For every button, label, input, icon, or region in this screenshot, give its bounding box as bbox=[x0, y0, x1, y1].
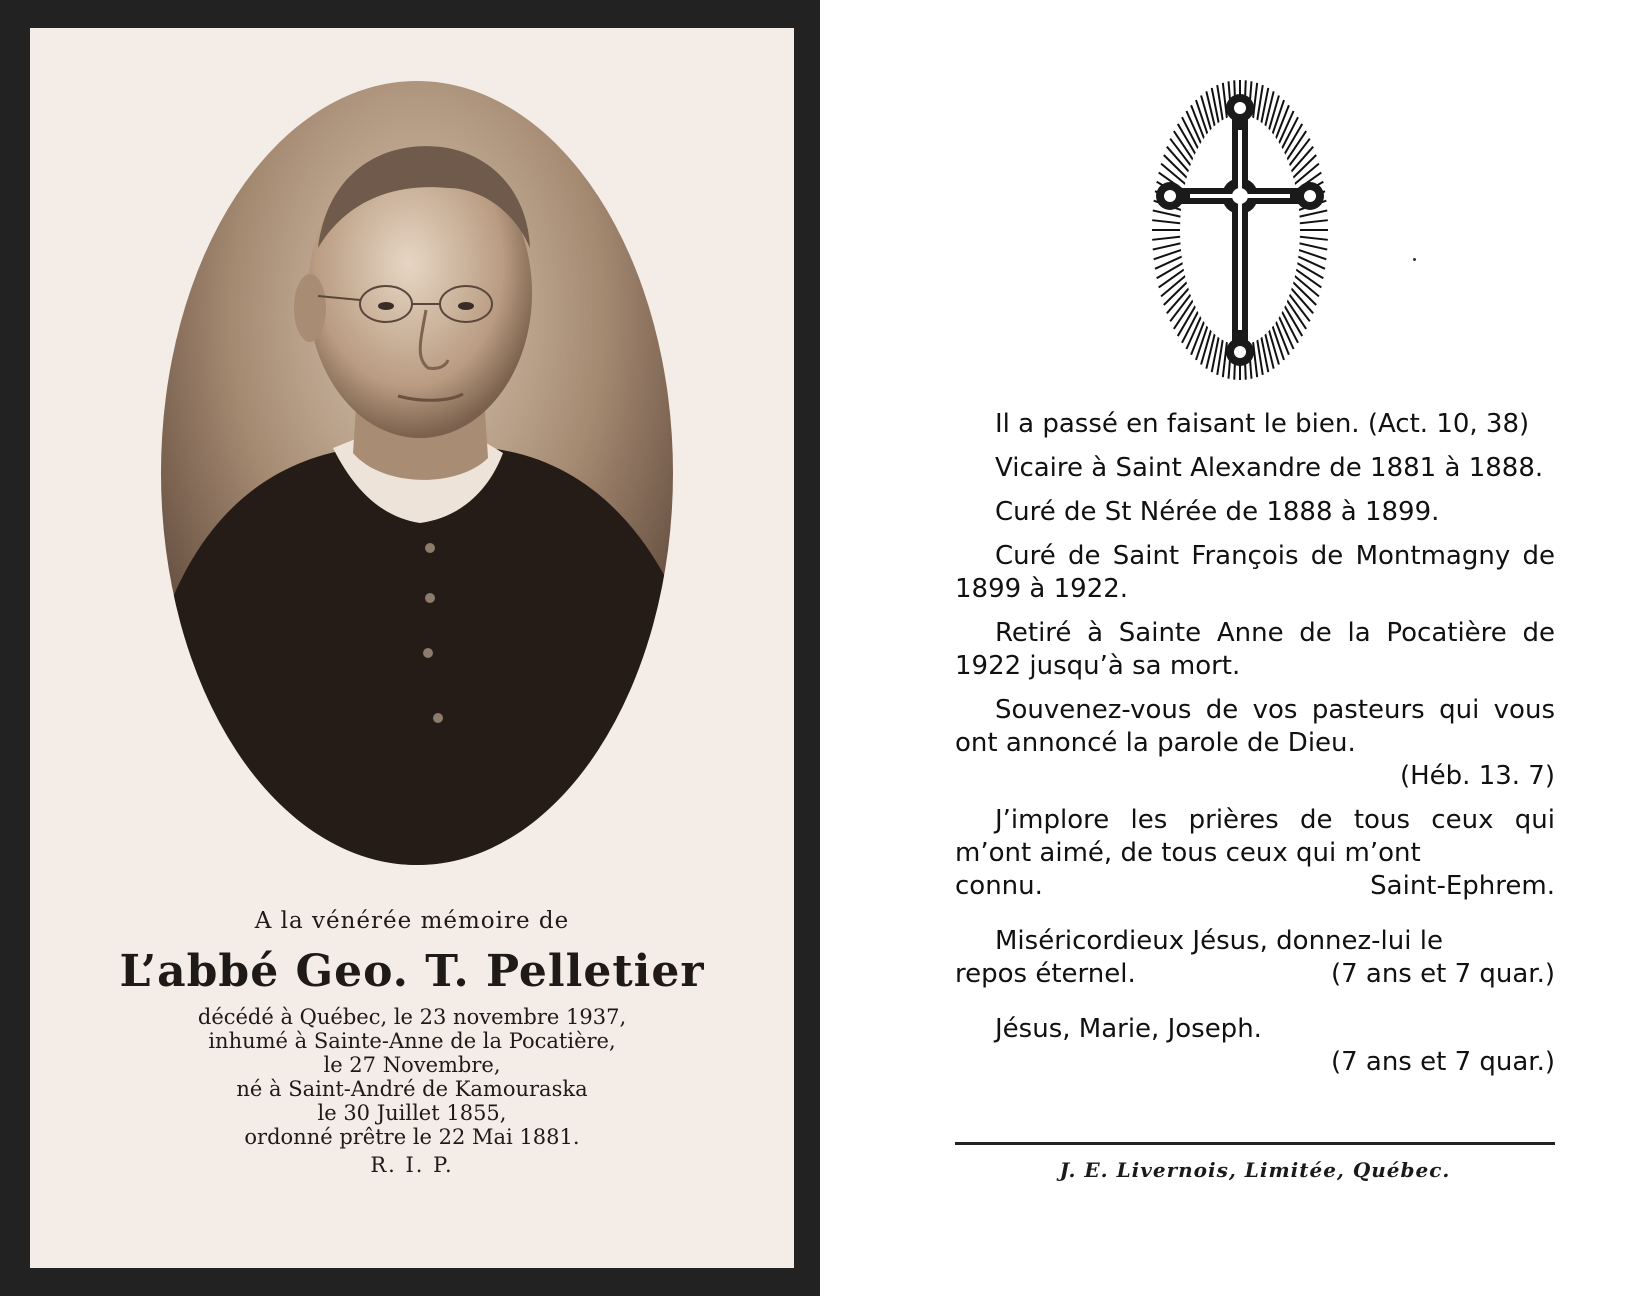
detail-line: né à Saint-André de Kamouraska bbox=[236, 1077, 588, 1101]
biographical-details bbox=[30, 1005, 794, 1149]
verse-paragraph: Souvenez-vous de vos pasteurs qui vous ont annoncé la parole de Dieu. bbox=[955, 695, 1555, 758]
verse-reference: (Héb. 13. 7) bbox=[1399, 761, 1555, 791]
verse-indulgence-line bbox=[955, 958, 1555, 991]
verse-text: connu. bbox=[955, 871, 1043, 901]
card-frame bbox=[0, 0, 820, 1296]
deceased-name: L’abbé Geo. T. Pelletier bbox=[119, 946, 705, 997]
printer-credit: J. E. Livernois, Limitée, Québec. bbox=[1059, 1158, 1451, 1182]
portrait-photo bbox=[158, 78, 676, 868]
dot-mark bbox=[1413, 258, 1416, 261]
memorial-text bbox=[30, 908, 794, 1177]
verse-paragraph: Curé de St Nérée de 1888 à 1899. bbox=[995, 497, 1440, 527]
memorial-card-front bbox=[30, 28, 794, 1268]
detail-line: le 30 Juillet 1855, bbox=[317, 1101, 507, 1125]
verse-paragraph: Jésus, Marie, Joseph. bbox=[995, 1014, 1262, 1044]
divider-rule bbox=[955, 1142, 1555, 1145]
memorial-card-back bbox=[820, 0, 1649, 1296]
verse-paragraph: Miséricordieux Jésus, donnez-lui le bbox=[995, 926, 1443, 956]
indulgence-note: (7 ans et 7 quar.) bbox=[1330, 1047, 1555, 1077]
dedication-line: A la vénérée mémoire de bbox=[254, 908, 570, 934]
verses-text bbox=[955, 408, 1555, 1079]
verse-paragraph: Curé de Saint François de Montmagny de 1899 à 1922. bbox=[955, 541, 1555, 604]
detail-line: le 27 Novembre, bbox=[323, 1053, 501, 1077]
verse-author: Saint-Ephrem. bbox=[1370, 871, 1555, 901]
radiant-cross-icon bbox=[1150, 70, 1330, 380]
rip-line: R. I. P. bbox=[370, 1153, 454, 1177]
verse-text: repos éternel. bbox=[955, 959, 1136, 989]
verse-attribution-line bbox=[955, 870, 1555, 903]
verse-paragraph: Retiré à Sainte Anne de la Pocatière de 1922 jusqu’à sa mort. bbox=[955, 618, 1555, 681]
detail-line: décédé à Québec, le 23 novembre 1937, bbox=[197, 1005, 627, 1029]
verse-paragraph: Il a passé en faisant le bien. (Act. 10, 38) bbox=[995, 409, 1530, 439]
verse-paragraph: J’implore les prières de tous ceux qui m’ont aimé, de tous ceux qui m’ont bbox=[955, 805, 1555, 868]
detail-line: ordonné prêtre le 22 Mai 1881. bbox=[244, 1125, 580, 1149]
verse-paragraph: Vicaire à Saint Alexandre de 1881 à 1888. bbox=[995, 453, 1544, 483]
detail-line: inhumé à Sainte-Anne de la Pocatière, bbox=[208, 1029, 616, 1053]
indulgence-note: (7 ans et 7 quar.) bbox=[1330, 959, 1555, 989]
